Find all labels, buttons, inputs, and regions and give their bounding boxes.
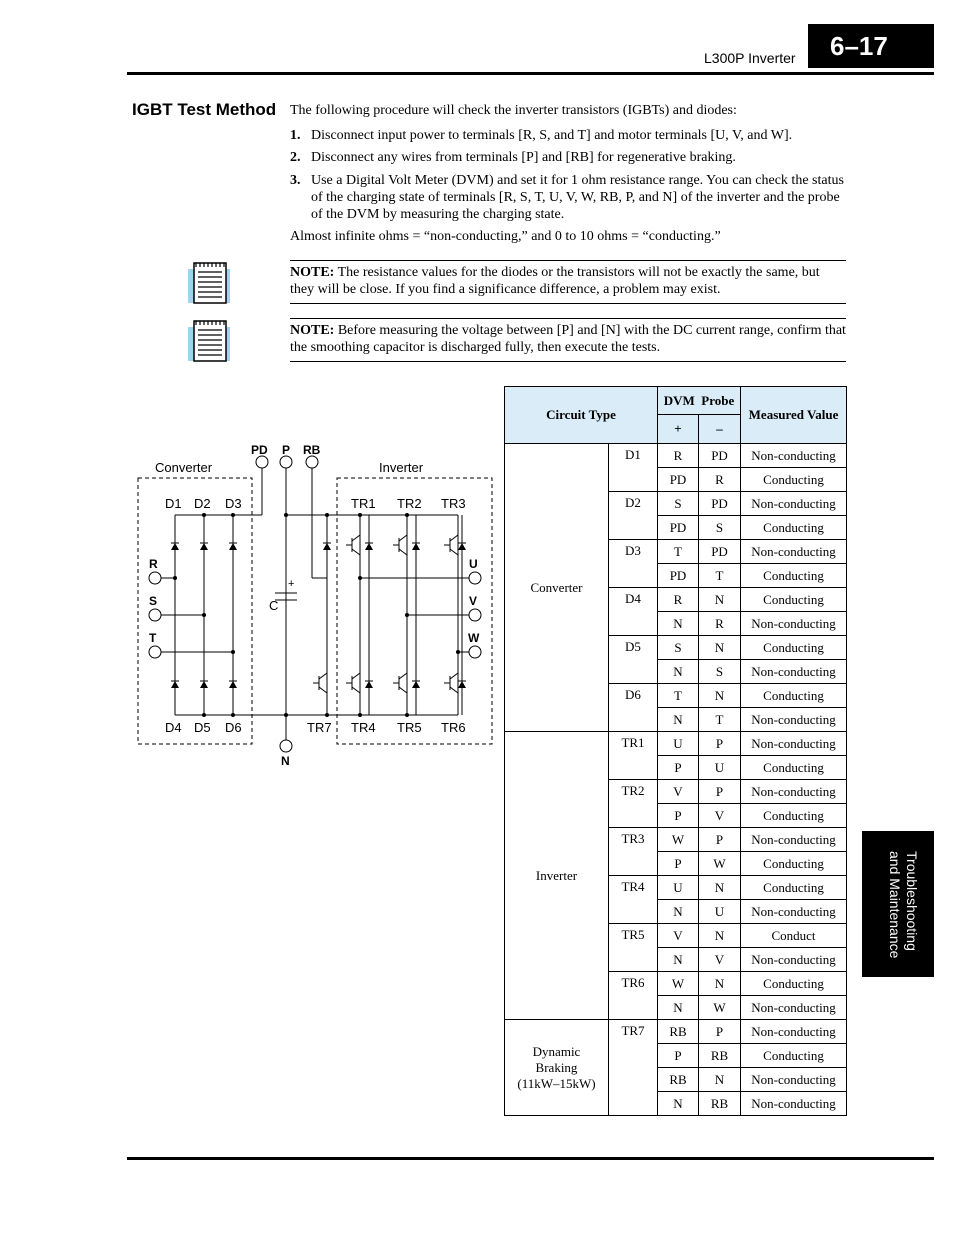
step-text: Disconnect input power to terminals [R, S, and T] and motor terminals [U, V, and W].: [311, 128, 793, 143]
terminal-s: [149, 609, 161, 621]
label-s: S: [149, 594, 158, 608]
minus-probe-cell: V: [699, 948, 741, 972]
label-inverter: Inverter: [379, 460, 424, 475]
label-pd: PD: [251, 443, 268, 457]
intro-text: The following procedure will check the inverter transistors (IGBTs) and diodes:: [290, 103, 737, 118]
plus-probe-cell: N: [658, 660, 699, 684]
measured-value-cell: Non-conducting: [741, 732, 847, 756]
plus-probe-cell: N: [658, 708, 699, 732]
terminal-u: [469, 572, 481, 584]
plus-probe-cell: PD: [658, 468, 699, 492]
minus-probe-cell: P: [699, 828, 741, 852]
minus-probe-cell: PD: [699, 492, 741, 516]
label-d1: D1: [165, 496, 182, 511]
minus-probe-cell: N: [699, 972, 741, 996]
label-converter: Converter: [155, 460, 213, 475]
plus-probe-cell: T: [658, 684, 699, 708]
page-number: 6–17: [808, 24, 934, 68]
transistor-tr4: [346, 673, 360, 693]
measured-value-cell: Conducting: [741, 804, 847, 828]
label-n: N: [281, 754, 290, 768]
transistor-tr1: [346, 535, 360, 555]
minus-probe-cell: P: [699, 780, 741, 804]
minus-probe-cell: W: [699, 996, 741, 1020]
minus-probe-cell: N: [699, 684, 741, 708]
minus-probe-cell: N: [699, 588, 741, 612]
minus-probe-cell: S: [699, 516, 741, 540]
minus-probe-cell: N: [699, 636, 741, 660]
minus-probe-cell: N: [699, 876, 741, 900]
label-w: W: [468, 631, 480, 645]
measured-value-cell: Conducting: [741, 756, 847, 780]
measured-value-cell: Non-conducting: [741, 708, 847, 732]
minus-probe-cell: PD: [699, 444, 741, 468]
plus-probe-cell: N: [658, 948, 699, 972]
header-circuit-type: Circuit Type: [505, 387, 658, 444]
footer-rule: [127, 1157, 934, 1160]
side-tab-line1: Troubleshooting: [904, 851, 920, 951]
transistor-tr6: [444, 673, 458, 693]
device-cell: TR5: [609, 924, 658, 972]
side-tab-line2: and Maintenance: [887, 851, 903, 959]
label-d6: D6: [225, 720, 242, 735]
header-rule: [127, 72, 934, 75]
diode-d3: [229, 543, 237, 550]
plus-probe-cell: S: [658, 492, 699, 516]
device-cell: D2: [609, 492, 658, 540]
label-tr6: TR6: [441, 720, 466, 735]
note-label: NOTE:: [290, 323, 335, 338]
plus-probe-cell: R: [658, 588, 699, 612]
label-c: C: [269, 598, 279, 613]
minus-probe-cell: S: [699, 660, 741, 684]
igbt-test-table: [504, 386, 847, 1116]
diode-d6: [229, 681, 237, 688]
header-measured-value: Measured Value: [741, 387, 847, 444]
diode-d1: [171, 543, 179, 550]
header-dvm-probe: DVM Probe: [658, 387, 741, 415]
terminal-p: [280, 456, 292, 468]
step-number: 2.: [290, 150, 301, 165]
minus-probe-cell: V: [699, 804, 741, 828]
circuit-type-line: Braking: [535, 1059, 578, 1075]
measured-value-cell: Non-conducting: [741, 612, 847, 636]
label-tr7: TR7: [307, 720, 332, 735]
step-1: [290, 127, 845, 144]
minus-probe-cell: T: [699, 708, 741, 732]
plus-probe-cell: N: [658, 900, 699, 924]
measured-value-cell: Conducting: [741, 564, 847, 588]
plus-probe-cell: PD: [658, 516, 699, 540]
plus-probe-cell: N: [658, 612, 699, 636]
plus-probe-cell: P: [658, 756, 699, 780]
measured-value-cell: Conducting: [741, 852, 847, 876]
measured-value-cell: Conducting: [741, 588, 847, 612]
measured-value-cell: Conducting: [741, 636, 847, 660]
minus-probe-cell: P: [699, 732, 741, 756]
terminal-t: [149, 646, 161, 658]
measured-value-cell: Non-conducting: [741, 948, 847, 972]
minus-probe-cell: W: [699, 852, 741, 876]
step-text: Disconnect any wires from terminals [P] and [RB] for regenerative braking.: [311, 150, 736, 165]
device-cell: TR7: [609, 1020, 658, 1116]
plus-probe-cell: W: [658, 828, 699, 852]
plus-probe-cell: U: [658, 876, 699, 900]
label-u: U: [469, 557, 478, 571]
diode-rb: [323, 543, 331, 550]
side-tab: [862, 831, 934, 977]
notepad-icon: [184, 259, 232, 305]
minus-probe-cell: U: [699, 900, 741, 924]
measured-value-cell: Non-conducting: [741, 660, 847, 684]
measured-value-cell: Non-conducting: [741, 828, 847, 852]
step-3: [290, 172, 845, 223]
label-tr4: TR4: [351, 720, 376, 735]
measured-value-cell: Non-conducting: [741, 1020, 847, 1044]
measured-value-cell: Conducting: [741, 876, 847, 900]
measured-value-cell: Non-conducting: [741, 540, 847, 564]
label-tr1: TR1: [351, 496, 376, 511]
table-row: [505, 732, 847, 756]
minus-probe-cell: RB: [699, 1092, 741, 1116]
label-rb: RB: [303, 443, 321, 457]
label-v: V: [469, 594, 478, 608]
label-r: R: [149, 557, 158, 571]
terminal-n: [280, 740, 292, 752]
label-d4: D4: [165, 720, 182, 735]
step-2: [290, 149, 845, 166]
step-text: Use a Digital Volt Meter (DVM) and set it for 1 ohm resistance range. You can check the status of the charging state of terminals [R, S, T, U, V, W, RB, P, and N] of the inverter and the probe of the DVM by measuring the charging state.: [311, 173, 844, 222]
device-cell: D4: [609, 588, 658, 636]
label-plus: +: [288, 578, 295, 590]
plus-probe-cell: V: [658, 924, 699, 948]
plus-probe-cell: N: [658, 1092, 699, 1116]
header-minus: –: [699, 415, 741, 444]
terminal-w: [469, 646, 481, 658]
terminal-rb: [306, 456, 318, 468]
device-cell: D3: [609, 540, 658, 588]
device-cell: TR1: [609, 732, 658, 780]
circuit-type-line: (11kW–15kW): [517, 1075, 596, 1091]
label-tr3: TR3: [441, 496, 466, 511]
measured-value-cell: Conducting: [741, 972, 847, 996]
device-cell: TR6: [609, 972, 658, 1020]
plus-probe-cell: P: [658, 1044, 699, 1068]
terminal-r: [149, 572, 161, 584]
plus-probe-cell: T: [658, 540, 699, 564]
device-cell: TR4: [609, 876, 658, 924]
device-cell: D1: [609, 444, 658, 492]
section-title: IGBT Test Method: [132, 100, 277, 119]
terminal-pd: [256, 456, 268, 468]
terminal-v: [469, 609, 481, 621]
circuit-type-cell: Converter: [505, 444, 609, 732]
transistor-tr5: [393, 673, 407, 693]
header-plus: +: [658, 415, 699, 444]
note-text: The resistance values for the diodes or the transistors will not be exactly the same, but they will be close. If you find a significance difference, a problem may exist.: [290, 265, 820, 297]
plus-probe-cell: RB: [658, 1068, 699, 1092]
note-2: [290, 318, 846, 362]
plus-probe-cell: RB: [658, 1020, 699, 1044]
note-text: Before measuring the voltage between [P] and [N] with the DC current range, confirm that the smoothing capacitor is discharged fully, then execute the tests.: [290, 323, 846, 355]
plus-probe-cell: PD: [658, 564, 699, 588]
table-row: [505, 1020, 847, 1044]
diode-d5: [200, 681, 208, 688]
measured-value-cell: Non-conducting: [741, 996, 847, 1020]
minus-probe-cell: N: [699, 924, 741, 948]
minus-probe-cell: P: [699, 1020, 741, 1044]
diode-d4: [171, 681, 179, 688]
measured-value-cell: Conduct: [741, 924, 847, 948]
circuit-type-line: Dynamic: [532, 1043, 581, 1059]
measured-value-cell: Non-conducting: [741, 780, 847, 804]
label-t: T: [149, 631, 157, 645]
minus-probe-cell: R: [699, 612, 741, 636]
diode-d2: [200, 543, 208, 550]
plus-probe-cell: P: [658, 804, 699, 828]
note-label: NOTE:: [290, 265, 335, 280]
measured-value-cell: Non-conducting: [741, 444, 847, 468]
measured-value-cell: Non-conducting: [741, 492, 847, 516]
table-body: [505, 444, 847, 1116]
device-cell: D6: [609, 684, 658, 732]
measured-value-cell: Conducting: [741, 516, 847, 540]
minus-probe-cell: N: [699, 1068, 741, 1092]
minus-probe-cell: T: [699, 564, 741, 588]
plus-probe-cell: S: [658, 636, 699, 660]
minus-probe-cell: U: [699, 756, 741, 780]
label-d3: D3: [225, 496, 242, 511]
measured-value-cell: Conducting: [741, 1044, 847, 1068]
minus-probe-cell: RB: [699, 1044, 741, 1068]
device-cell: TR3: [609, 828, 658, 876]
label-tr5: TR5: [397, 720, 422, 735]
measured-value-cell: Non-conducting: [741, 900, 847, 924]
circuit-diagram: [130, 438, 500, 768]
device-cell: TR2: [609, 780, 658, 828]
notepad-icon: [184, 317, 232, 363]
minus-probe-cell: PD: [699, 540, 741, 564]
plus-probe-cell: P: [658, 852, 699, 876]
circuit-type-cell: Inverter: [505, 732, 609, 1020]
transistor-tr7: [313, 673, 327, 693]
measured-value-cell: Conducting: [741, 468, 847, 492]
note-1: [290, 260, 846, 304]
plus-probe-cell: R: [658, 444, 699, 468]
transistor-tr3: [444, 535, 458, 555]
label-d2: D2: [194, 496, 211, 511]
circuit-type-cell: [505, 1020, 609, 1116]
label-d5: D5: [194, 720, 211, 735]
plus-probe-cell: V: [658, 780, 699, 804]
measured-value-cell: Non-conducting: [741, 1092, 847, 1116]
plus-probe-cell: W: [658, 972, 699, 996]
measured-value-cell: Non-conducting: [741, 1068, 847, 1092]
minus-probe-cell: R: [699, 468, 741, 492]
label-tr2: TR2: [397, 496, 422, 511]
measured-value-cell: Conducting: [741, 684, 847, 708]
step-number: 1.: [290, 128, 301, 143]
table-row: [505, 444, 847, 468]
plus-probe-cell: U: [658, 732, 699, 756]
running-header: L300P Inverter: [704, 50, 796, 66]
conduction-definition: Almost infinite ohms = “non-conducting,” and 0 to 10 ohms = “conducting.”: [290, 229, 721, 244]
label-p: P: [282, 443, 291, 457]
plus-probe-cell: N: [658, 996, 699, 1020]
device-cell: D5: [609, 636, 658, 684]
transistor-tr2: [393, 535, 407, 555]
step-number: 3.: [290, 173, 301, 188]
